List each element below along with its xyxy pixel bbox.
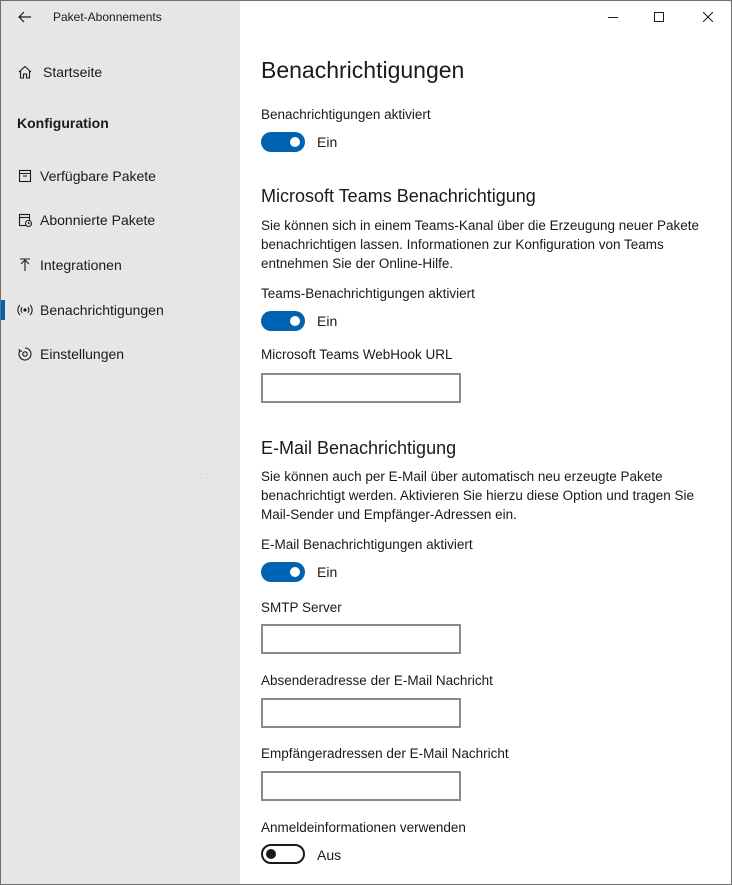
recipient-addresses-label: Empfängeradressen der E-Mail Nachricht [261, 746, 509, 761]
nav-item-startseite[interactable] [1, 52, 240, 92]
section-header-konfiguration: Konfiguration [17, 115, 109, 131]
nav-item-integrationen[interactable] [1, 245, 240, 285]
upload-icon [17, 257, 33, 273]
smtp-server-input[interactable] [261, 624, 461, 654]
email-toggle-state: Ein [317, 564, 338, 580]
back-button[interactable] [11, 5, 39, 29]
nav-item-label: Benachrichtigungen [40, 302, 164, 318]
nav-item-verfuegbare-pakete[interactable] [1, 156, 240, 196]
maximize-button[interactable] [636, 1, 682, 33]
back-arrow-icon [18, 11, 32, 23]
minimize-button[interactable] [590, 1, 636, 33]
email-toggle[interactable] [261, 562, 305, 582]
nav-item-label: Einstellungen [40, 346, 125, 362]
teams-toggle[interactable] [261, 311, 305, 331]
teams-toggle-label: Teams-Benachrichtigungen aktiviert [261, 286, 475, 301]
sender-address-input[interactable] [261, 698, 461, 728]
nav-item-label: Integrationen [40, 257, 122, 273]
close-icon [703, 12, 713, 22]
app-title: Paket-Abonnements [53, 10, 162, 24]
nav-item-benachrichtigungen[interactable] [1, 290, 240, 330]
email-section-title: E-Mail Benachrichtigung [261, 438, 457, 458]
email-description: Sie können auch per E-Mail über automatisch neu erzeugte Pakete benachrichtigt werden. Aktivieren Sie hierzu diese Option und tragen Sie Mail-Sender und Empfänger-Adressen ein. [261, 469, 695, 522]
page-title: Benachrichtigungen [261, 57, 465, 83]
notifications-toggle-state: Ein [317, 134, 338, 150]
maximize-icon [654, 12, 664, 22]
package-icon [17, 168, 33, 184]
close-button[interactable] [685, 1, 731, 33]
broadcast-icon [17, 302, 33, 318]
nav-item-abonnierte-pakete[interactable] [1, 200, 240, 240]
credentials-toggle[interactable] [261, 844, 305, 864]
nav-item-label: Abonnierte Pakete [40, 212, 156, 228]
teams-toggle-state: Ein [317, 313, 338, 329]
settings-icon [17, 346, 33, 362]
nav-item-label: Verfügbare Pakete [40, 168, 156, 184]
home-icon [17, 64, 33, 80]
navigation-pane [1, 1, 240, 884]
webhook-url-label: Microsoft Teams WebHook URL [261, 347, 453, 362]
credentials-toggle-state: Aus [317, 847, 342, 863]
email-toggle-label: E-Mail Benachrichtigungen aktiviert [261, 537, 473, 552]
credentials-toggle-label: Anmeldeinformationen verwenden [261, 820, 466, 835]
subscribed-package-icon [17, 212, 33, 228]
nav-item-einstellungen[interactable] [1, 334, 240, 374]
recipient-addresses-input[interactable] [261, 771, 461, 801]
notifications-toggle-label: Benachrichtigungen aktiviert [261, 107, 431, 122]
webhook-url-input[interactable] [261, 373, 461, 403]
teams-section-title: Microsoft Teams Benachrichtigung [261, 186, 536, 206]
sender-address-label: Absenderadresse der E-Mail Nachricht [261, 673, 493, 688]
pane-resize-grip[interactable]: : : [199, 471, 210, 481]
minimize-icon [608, 12, 618, 22]
nav-item-label: Startseite [43, 64, 103, 80]
notifications-toggle[interactable] [261, 132, 305, 152]
smtp-server-label: SMTP Server [261, 600, 342, 615]
teams-description: Sie können sich in einem Teams-Kanal über die Erzeugung neuer Pakete benachrichtigen lassen. Informationen zur Konfiguration von Teams entnehmen Sie der Online-Hilfe. [261, 218, 700, 271]
